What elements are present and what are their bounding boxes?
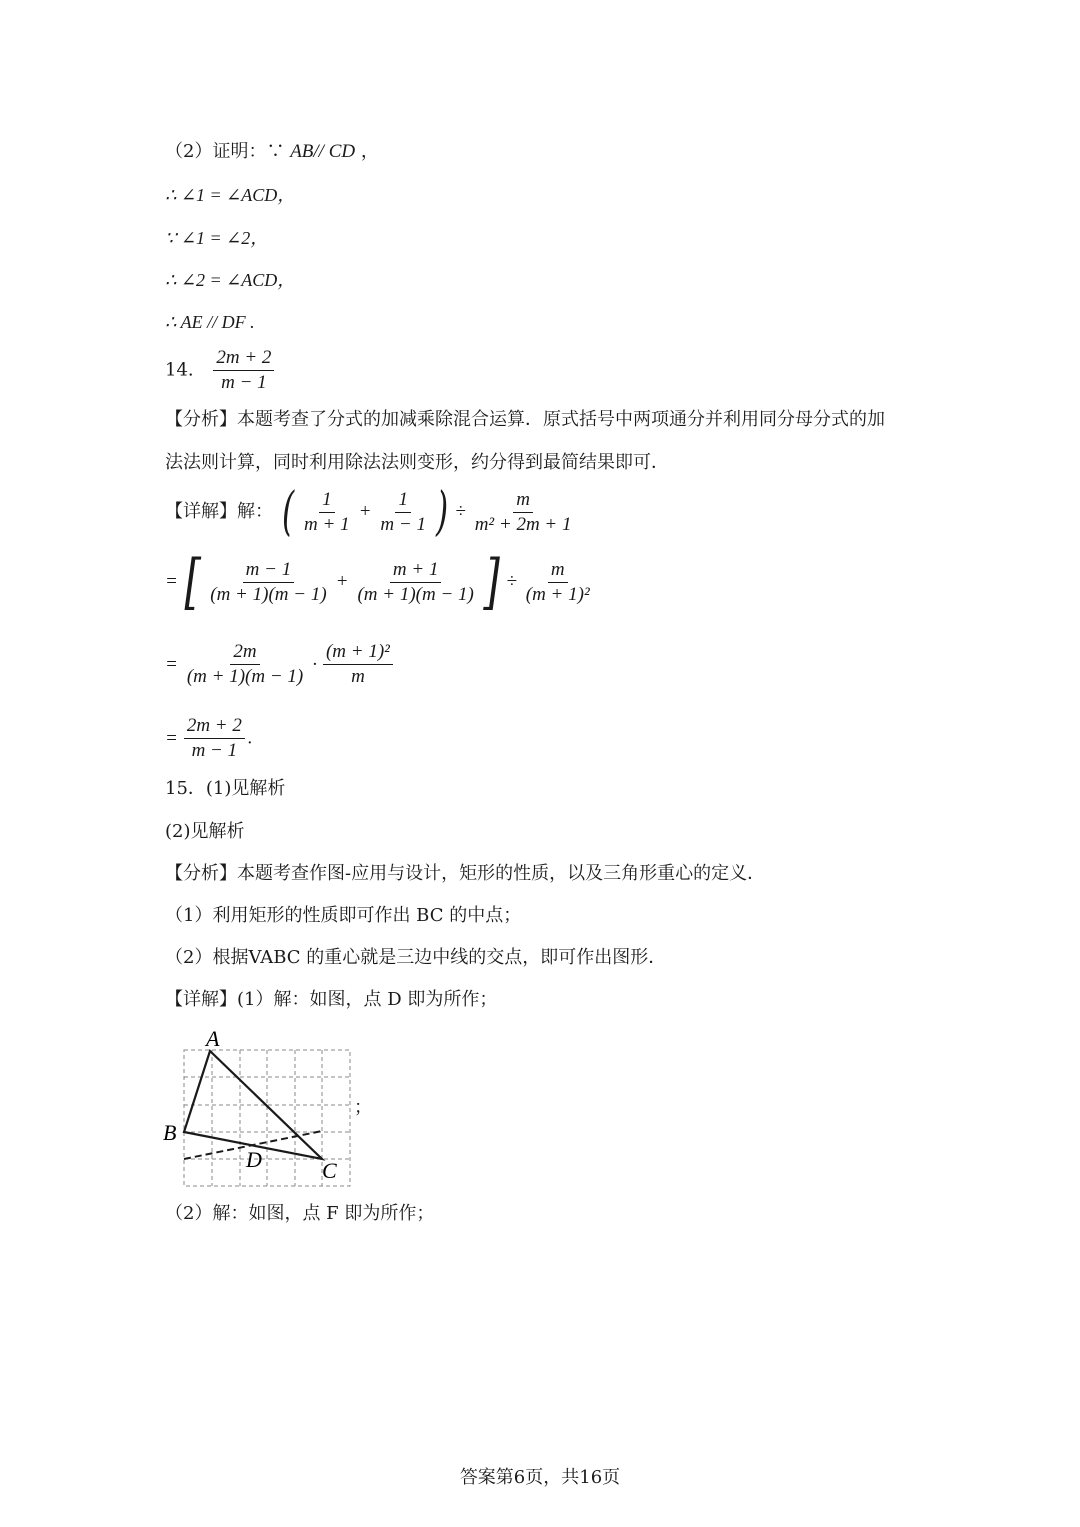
fraction-denominator: (m + 1)(m − 1) (210, 583, 327, 605)
fraction-numerator: 1 (395, 488, 411, 513)
proof-math: AB// CD (290, 141, 356, 162)
fraction-numerator: m (513, 488, 533, 513)
fraction-numerator: 2m (230, 640, 259, 665)
label-b: B (163, 1120, 177, 1145)
multiply-dot: · (312, 653, 317, 675)
q14-analysis-2: 法法则计算，同时利用除法法则变形，约分得到最简结果即可． (165, 452, 669, 473)
q14-step-4 (165, 714, 253, 763)
q15-answer-2: (2)见解析 (165, 821, 245, 842)
proof-line-5: ∴ AE // DF . (165, 312, 255, 332)
fraction-denominator: m (351, 666, 365, 687)
q15-analysis-1: （1）利用矩形的性质即可作出 BC 的中点； (165, 905, 522, 926)
fraction-denominator: (m + 1)(m − 1) (357, 583, 474, 605)
fraction (323, 640, 393, 689)
plus-sign: + (358, 501, 372, 522)
q14-number: 14. (165, 359, 194, 381)
q14-analysis-1: 【分析】本题考查了分式的加减乘除混合运算．原式括号中两项通分并利用同分母分式的加 (165, 409, 885, 430)
triangle-grid-figure (160, 1025, 370, 1190)
equals-sign: = (165, 571, 178, 592)
q14-answer (165, 346, 277, 395)
fraction-numerator: m − 1 (243, 558, 295, 583)
equals-sign: = (165, 653, 178, 675)
fraction (184, 640, 306, 689)
proof-line-4: ∴ ∠2 = ∠ACD， (165, 270, 296, 290)
label-a: A (206, 1026, 220, 1051)
q15-detail-2: （2）解：如图，点 F 即为所作； (165, 1203, 435, 1224)
left-paren: ( (281, 482, 294, 542)
fraction-denominator: m² + 2m + 1 (474, 513, 572, 535)
fraction-denominator: (m + 1)² (525, 583, 590, 605)
fraction-denominator: m + 1 (304, 513, 350, 535)
fraction (184, 714, 245, 763)
fraction-numerator: m (548, 558, 568, 583)
fraction-numerator: 2m + 2 (213, 346, 274, 371)
detail-prefix: 【详解】解： (165, 501, 273, 522)
proof-suffix: ， (360, 141, 379, 162)
fraction-denominator: m − 1 (221, 372, 267, 393)
q14-step-1 (165, 482, 577, 542)
q15-analysis-2: （2）根据VABC 的重心就是三边中线的交点，即可作出图形． (165, 947, 667, 968)
equals-sign: = (165, 727, 178, 749)
plus-sign: + (335, 571, 349, 592)
q14-step-3 (165, 640, 396, 689)
label-c: C (322, 1158, 337, 1183)
q14-answer-fraction (213, 346, 274, 395)
fraction (301, 488, 353, 537)
fraction-denominator: (m + 1)(m − 1) (186, 666, 304, 687)
proof-line-1 (165, 140, 379, 164)
divide-sign: ÷ (506, 571, 517, 592)
fraction-numerator: 1 (319, 488, 335, 513)
page-footer: 答案第6页，共16页 (459, 1467, 621, 1488)
divide-sign: ÷ (455, 501, 466, 522)
figure-suffix: ； (354, 1097, 372, 1118)
fraction (207, 558, 329, 607)
fraction (523, 558, 593, 607)
proof-line-3: ∵ ∠1 = ∠2， (165, 228, 269, 248)
left-bracket: [ (184, 547, 201, 617)
fraction-denominator: m − 1 (191, 740, 238, 761)
triangle-abc (184, 1051, 322, 1159)
q15-answer-1: 15．(1)见解析 (165, 778, 286, 799)
label-d: D (246, 1147, 262, 1172)
right-bracket: ] (483, 547, 500, 617)
fraction-numerator: m + 1 (390, 558, 442, 583)
fraction-denominator: m − 1 (380, 513, 426, 535)
fraction (377, 488, 429, 537)
right-paren: ) (436, 482, 449, 542)
q15-analysis: 【分析】本题考查作图-应用与设计，矩形的性质，以及三角形重心的定义． (165, 863, 766, 884)
proof-prefix: （2）证明：∵ (165, 141, 285, 162)
q14-step-2 (165, 547, 596, 617)
fraction-numerator: 2m + 2 (184, 714, 245, 739)
fraction (354, 558, 476, 607)
fraction (472, 488, 575, 537)
q15-detail-1: 【详解】(1）解：如图，点 D 即为所作； (165, 989, 498, 1010)
step-suffix: . (247, 727, 253, 749)
fraction-numerator: (m + 1)² (323, 640, 393, 665)
proof-line-2: ∴ ∠1 = ∠ACD， (165, 185, 296, 205)
